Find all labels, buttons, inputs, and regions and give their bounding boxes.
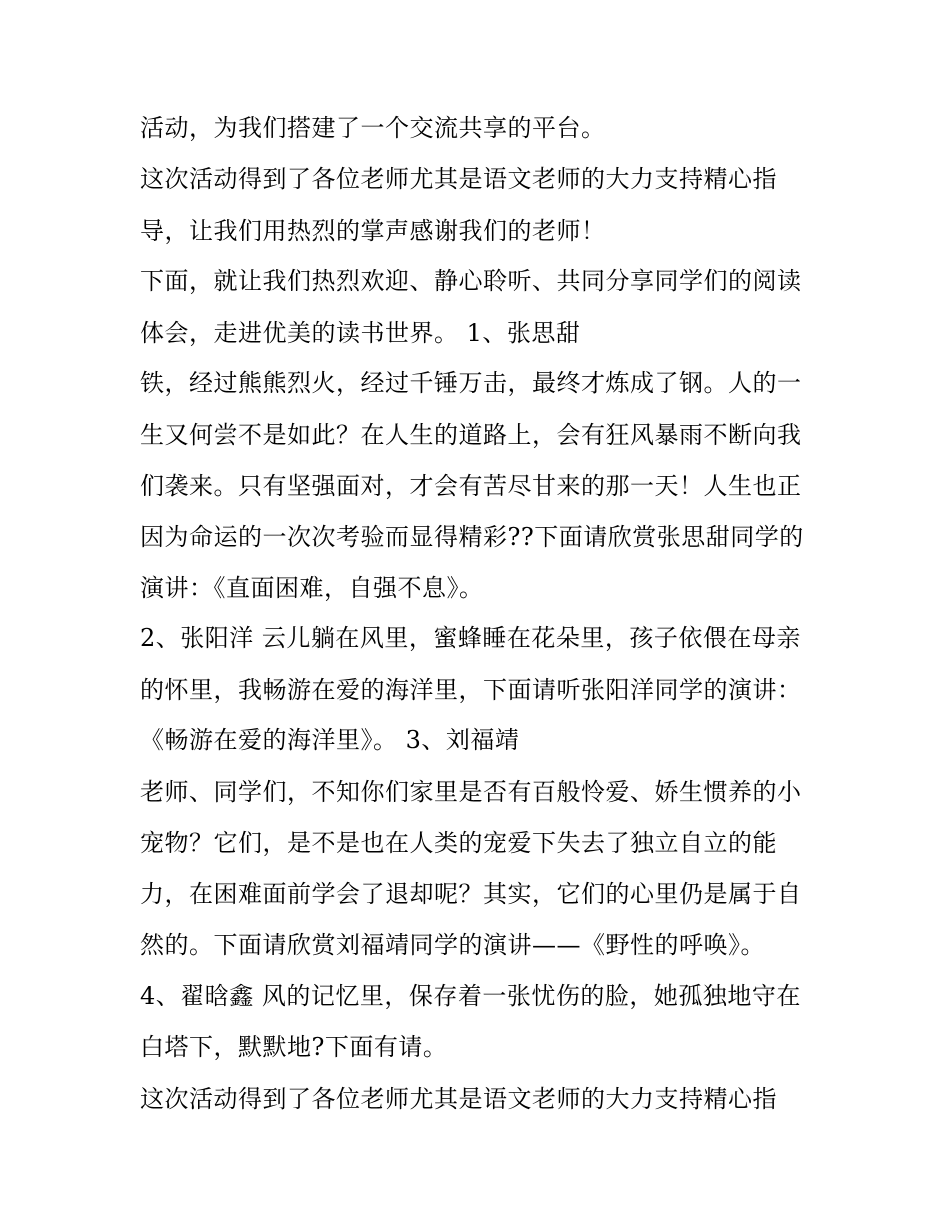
text-line: 力，在困难面前学会了退却呢？其实，它们的心里仍是属于自 xyxy=(140,880,802,908)
text-line: 《畅游在爱的海洋里》。 3、刘福靖 xyxy=(140,726,520,754)
text-line: 这次活动得到了各位老师尤其是语文老师的大力支持精心指 xyxy=(140,1085,777,1113)
text-line: 宠物？它们，是不是也在人类的宠爱下失去了独立自立的能 xyxy=(140,829,777,857)
text-line: 活动，为我们搭建了一个交流共享的平台。 xyxy=(140,114,606,142)
text-line: 们袭来。只有坚强面对，才会有苦尽甘来的那一天！人生也正 xyxy=(140,472,802,500)
text-line: 演讲：《直面困难，自强不息》。 xyxy=(140,574,484,602)
text-line: 铁，经过熊熊烈火，经过千锤万击，最终才炼成了钢。人的一 xyxy=(140,369,802,397)
text-line: 白塔下，默默地?下面有请。 xyxy=(140,1033,448,1061)
text-line: 生又何尝不是如此？在人生的道路上，会有狂风暴雨不断向我 xyxy=(140,421,802,449)
text-line: 4、翟晗鑫 风的记忆里，保存着一张忧伤的脸，她孤独地守在 xyxy=(140,982,801,1010)
text-line: 下面，就让我们热烈欢迎、静心聆听、共同分享同学们的阅读 xyxy=(140,267,802,295)
text-line: 体会，走进优美的读书世界。 1、张思甜 xyxy=(140,319,581,347)
text-line: 的怀里，我畅游在爱的海洋里，下面请听张阳洋同学的演讲： xyxy=(140,676,802,704)
text-line: 然的。下面请欣赏刘福靖同学的演讲——《野性的呼唤》。 xyxy=(140,931,765,959)
text-line: 因为命运的一次次考验而显得精彩??下面请欣赏张思甜同学的 xyxy=(140,523,804,551)
text-line: 导，让我们用热烈的掌声感谢我们的老师！ xyxy=(140,217,606,245)
text-line: 老师、同学们，不知你们家里是否有百般怜爱、娇生惯养的小 xyxy=(140,778,802,806)
text-line: 这次活动得到了各位老师尤其是语文老师的大力支持精心指 xyxy=(140,165,777,193)
text-line: 2、张阳洋 云儿躺在风里，蜜蜂睡在花朵里，孩子依偎在母亲 xyxy=(140,624,801,652)
